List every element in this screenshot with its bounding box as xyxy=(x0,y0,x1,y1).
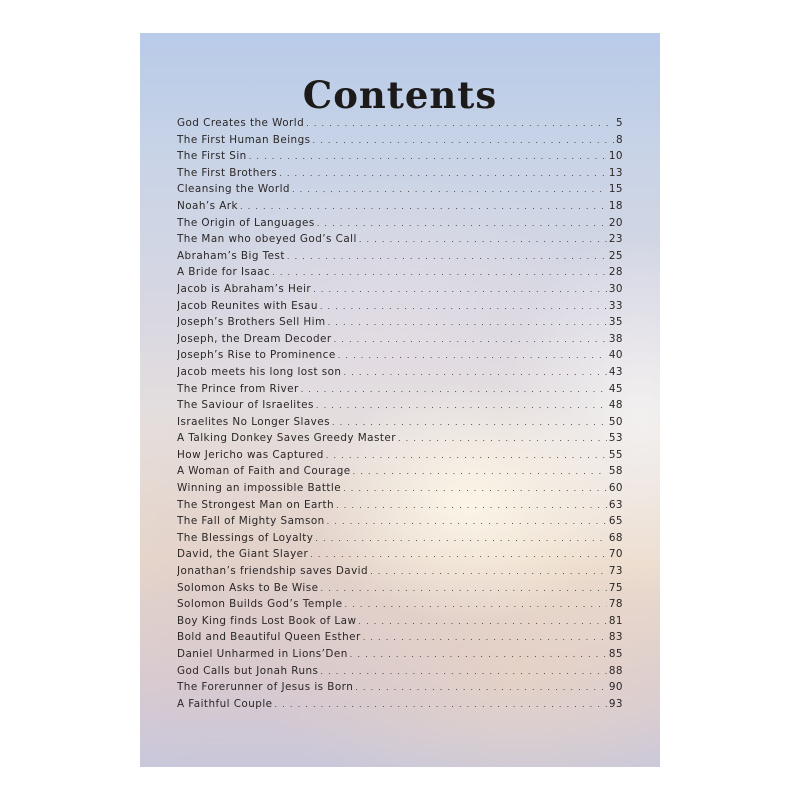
toc-entry-page-number: 60 xyxy=(608,482,623,495)
dot-leader xyxy=(343,484,607,493)
toc-entry-page-number: 43 xyxy=(608,365,623,378)
toc-entry-page-number: 93 xyxy=(608,697,623,710)
toc-entry-page-number: 63 xyxy=(608,498,623,511)
toc-entry xyxy=(177,316,623,333)
toc-entry-title: Joseph’s Rise to Prominence xyxy=(177,349,336,362)
toc-entry-page-number: 10 xyxy=(608,150,623,163)
toc-entry xyxy=(177,283,623,300)
toc-entry xyxy=(177,217,623,234)
dot-leader xyxy=(287,252,607,261)
toc-entry-page-number: 8 xyxy=(615,133,623,146)
toc-entry-page-number: 15 xyxy=(608,183,623,196)
toc-entry-page-number: 75 xyxy=(608,581,623,594)
toc-entry xyxy=(177,449,623,466)
dot-leader xyxy=(306,119,614,128)
toc-entry-title: The Strongest Man on Earth xyxy=(177,498,335,511)
toc-entry-page-number: 85 xyxy=(608,648,623,660)
toc-entry xyxy=(177,565,623,582)
toc-entry-title: A Bride for Isaac xyxy=(177,266,271,279)
toc-entry-page-number: 45 xyxy=(608,382,623,395)
toc-entry xyxy=(177,548,623,565)
toc-entry-title: Daniel Unharmed in Lions’Den xyxy=(177,648,348,660)
toc-entry xyxy=(177,183,623,200)
dot-leader xyxy=(353,467,607,476)
toc-entry-page-number: 5 xyxy=(615,117,623,129)
toc-entry-title: God Creates the World xyxy=(177,117,305,129)
toc-entry xyxy=(177,532,623,549)
toc-entry-title: The Prince from River xyxy=(177,382,299,395)
toc-entry-page-number: 18 xyxy=(608,199,623,212)
dot-leader xyxy=(363,633,607,642)
dot-leader xyxy=(316,401,607,410)
dot-leader xyxy=(320,584,606,593)
toc-entry-title: Winning an impossible Battle xyxy=(177,482,342,495)
toc-entry-title: The Man who obeyed God’s Call xyxy=(177,233,357,246)
dot-leader xyxy=(310,550,607,559)
toc-entry-page-number: 30 xyxy=(608,282,623,295)
toc-entry-title: The Fall of Mighty Samson xyxy=(177,515,325,528)
dot-leader xyxy=(320,667,606,676)
dot-leader xyxy=(345,600,607,609)
toc-entry xyxy=(177,349,623,366)
toc-entry-page-number: 68 xyxy=(608,531,623,544)
toc-entry-page-number: 25 xyxy=(608,249,623,262)
toc-entry-title: Israelites No Longer Slaves xyxy=(177,415,330,428)
dot-leader xyxy=(370,567,607,576)
dot-leader xyxy=(292,185,607,194)
toc-entry-page-number: 55 xyxy=(608,448,623,461)
toc-entry-page-number: 70 xyxy=(608,548,623,561)
toc-entry-page-number: 88 xyxy=(608,664,623,677)
toc-entry-page-number: 35 xyxy=(608,316,623,329)
toc-entry xyxy=(177,698,623,715)
dot-leader xyxy=(338,351,607,360)
dot-leader xyxy=(249,152,607,161)
toc-entry-page-number: 20 xyxy=(608,216,623,229)
toc-entry-title: Solomon Builds God’s Temple xyxy=(177,598,343,611)
toc-entry-title: The Blessings of Loyalty xyxy=(177,531,314,544)
toc-entry-title: The First Sin xyxy=(177,150,247,163)
toc-entry xyxy=(177,665,623,682)
toc-entry-title: Boy King finds Lost Book of Law xyxy=(177,614,357,627)
toc-entry xyxy=(177,134,623,151)
toc-entry xyxy=(177,416,623,433)
toc-entry xyxy=(177,482,623,499)
toc-entry-page-number: 78 xyxy=(608,598,623,611)
toc-entry xyxy=(177,250,623,267)
toc-entry-page-number: 83 xyxy=(608,631,623,644)
table-of-contents xyxy=(177,117,623,714)
toc-entry-title: Solomon Asks to Be Wise xyxy=(177,581,319,594)
toc-entry-page-number: 40 xyxy=(608,349,623,362)
toc-entry xyxy=(177,631,623,648)
toc-entry-page-number: 58 xyxy=(608,465,623,478)
toc-entry-page-number: 50 xyxy=(608,415,623,428)
dot-leader xyxy=(317,219,607,228)
toc-entry xyxy=(177,399,623,416)
dot-leader xyxy=(326,451,607,460)
toc-entry-title: Jacob meets his long lost son xyxy=(177,365,342,378)
toc-entry-title: Jacob is Abraham’s Heir xyxy=(177,282,312,295)
toc-entry xyxy=(177,465,623,482)
dot-leader xyxy=(334,335,607,344)
toc-entry xyxy=(177,366,623,383)
dot-leader xyxy=(398,434,607,443)
dot-leader xyxy=(336,501,607,510)
toc-entry xyxy=(177,200,623,217)
toc-entry-title: Joseph’s Brothers Sell Him xyxy=(177,316,326,329)
toc-entry-title: A Faithful Couple xyxy=(177,697,273,710)
dot-leader xyxy=(343,368,606,377)
toc-entry-page-number: 23 xyxy=(608,233,623,246)
toc-entry-page-number: 53 xyxy=(608,432,623,445)
toc-entry xyxy=(177,150,623,167)
toc-entry xyxy=(177,432,623,449)
toc-entry xyxy=(177,300,623,317)
toc-entry xyxy=(177,333,623,350)
toc-entry-page-number: 65 xyxy=(608,515,623,528)
toc-entry-title: The Origin of Languages xyxy=(177,216,315,229)
toc-entry-page-number: 33 xyxy=(608,299,623,312)
toc-entry-title: Jonathan’s friendship saves David xyxy=(177,565,369,578)
toc-entry-title: A Talking Donkey Saves Greedy Master xyxy=(177,432,396,445)
toc-entry-title: Abraham’s Big Test xyxy=(177,249,285,262)
toc-entry xyxy=(177,515,623,532)
dot-leader xyxy=(279,169,607,178)
dot-leader xyxy=(301,385,607,394)
toc-entry-page-number: 38 xyxy=(608,332,623,345)
toc-entry-page-number: 90 xyxy=(608,681,623,694)
dot-leader xyxy=(359,235,607,244)
toc-entry xyxy=(177,233,623,250)
toc-entry-page-number: 81 xyxy=(608,614,623,627)
book-page xyxy=(140,33,660,767)
dot-leader xyxy=(275,700,607,709)
toc-entry-title: Jacob Reunites with Esau xyxy=(177,299,318,312)
toc-entry xyxy=(177,383,623,400)
dot-leader xyxy=(315,534,607,543)
dot-leader xyxy=(332,418,607,427)
toc-entry-page-number: 73 xyxy=(608,565,623,578)
toc-entry-title: A Woman of Faith and Courage xyxy=(177,465,351,478)
dot-leader xyxy=(358,617,606,626)
toc-entry xyxy=(177,648,623,665)
toc-entry xyxy=(177,615,623,632)
dot-leader xyxy=(327,517,607,526)
dot-leader xyxy=(240,202,607,211)
dot-leader xyxy=(272,268,607,277)
toc-entry-title: God Calls but Jonah Runs xyxy=(177,664,319,677)
dot-leader xyxy=(312,136,613,145)
dot-leader xyxy=(355,683,607,692)
toc-entry-title: Bold and Beautiful Queen Esther xyxy=(177,631,361,644)
toc-entry-title: The Forerunner of Jesus is Born xyxy=(177,681,354,694)
toc-entry xyxy=(177,117,623,134)
toc-entry-page-number: 13 xyxy=(608,166,623,179)
toc-entry-title: The First Brothers xyxy=(177,166,278,179)
dot-leader xyxy=(313,285,607,294)
toc-entry-title: The Saviour of Israelites xyxy=(177,399,314,412)
toc-entry-title: David, the Giant Slayer xyxy=(177,548,309,561)
toc-entry xyxy=(177,167,623,184)
toc-entry-title: The First Human Beings xyxy=(177,133,311,146)
toc-entry-title: Joseph, the Dream Decoder xyxy=(177,332,332,345)
toc-entry xyxy=(177,582,623,599)
toc-entry xyxy=(177,499,623,516)
dot-leader xyxy=(350,650,607,659)
toc-entry-title: Cleansing the World xyxy=(177,183,290,196)
toc-entry xyxy=(177,266,623,283)
page-title: Contents xyxy=(302,73,498,117)
toc-entry xyxy=(177,681,623,698)
toc-entry-title: How Jericho was Captured xyxy=(177,448,324,461)
toc-entry-page-number: 48 xyxy=(608,399,623,412)
toc-entry-page-number: 28 xyxy=(608,266,623,279)
dot-leader xyxy=(328,318,607,327)
toc-entry-title: Noah’s Ark xyxy=(177,199,238,212)
dot-leader xyxy=(320,302,607,311)
toc-entry xyxy=(177,598,623,615)
